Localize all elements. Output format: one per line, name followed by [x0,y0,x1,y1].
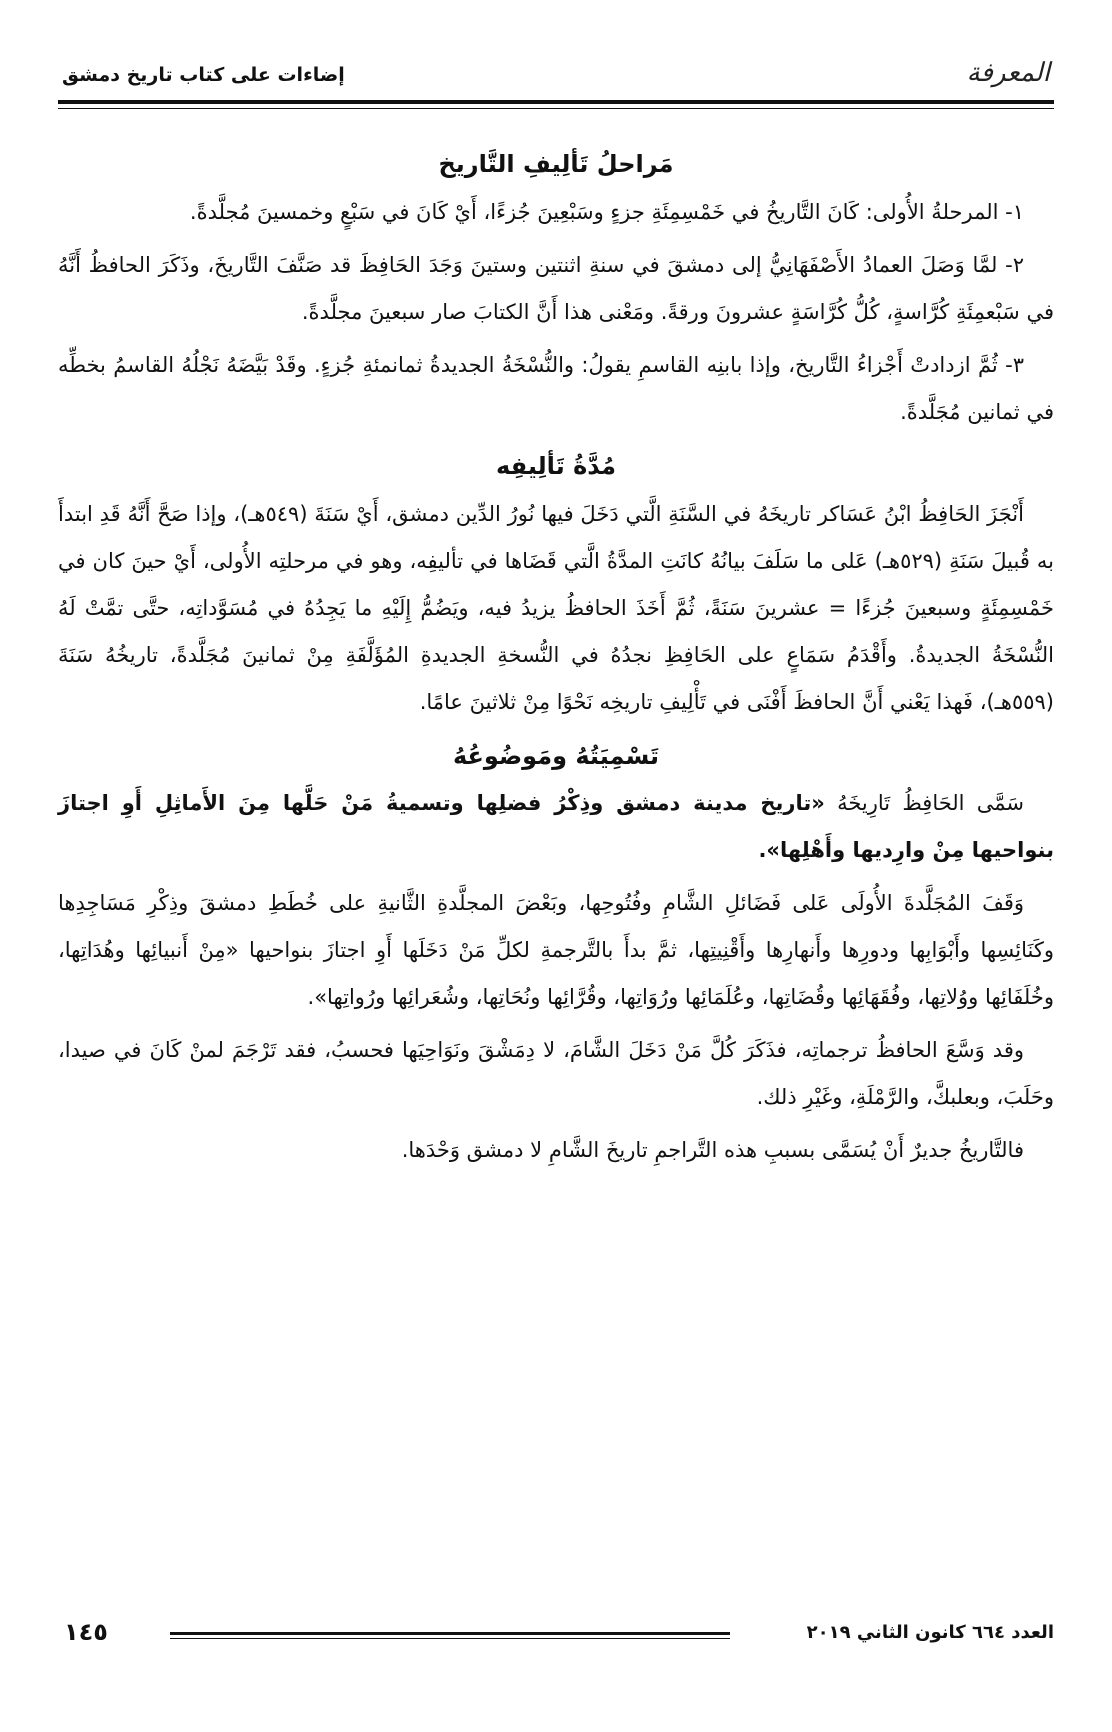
section-heading-title-subject: تَسْمِيَتُهُ ومَوضُوعُهُ [452,741,660,770]
article-body [58,150,1054,1174]
header-rule-thin [58,108,1054,109]
paragraph: ١- المرحلةُ الأُولى: كَانَ التَّاريخُ في خَمْسِمِئَةِ جزءٍ وسَبْعِينَ جُزءًا، أَيْ كَانَ في سَبْعٍ وخمسينَ مُجلَّدةً. [189,199,1024,224]
footer-rule-thin [170,1638,730,1639]
paragraph: فالتَّاريخُ جديرٌ أَنْ يُسَمَّى بسببِ هذه التَّراجمِ تاريخَ الشَّامِ لا دمشق وَحْدَها. [401,1138,1024,1163]
section-heading-stages: مَراحلُ تَألِيفِ التَّاريخ [438,150,674,178]
page-header [58,58,1054,94]
paragraph: وَقَفَ المُجَلَّدةَ الأُولَى عَلى فَضَائلِ الشَّامِ وفُتُوحِها، وبَعْضَ المجلَّدةِ الثَّانيةِ على خُطَطِ دمشقَ وذِكْرِ مَسَاجِدِها وكَنَائِسِها وأَبْوَابِها ودورِها وأَنهارِها وأَقْنِيتِها، ثمَّ بدأَ بالتَّرجمةِ لكلِّ مَنْ دَخَلَها أَوِ اجتازَ بنواحيها «مِنْ أَنبيائِها وهُدَاتِها، وخُلَفَائِها ووُلاتِها، وفُقَهَائِها وقُضَاتِها، وعُلَمَائِها ورُوَاتِها، وقُرَّائِها ونُحَاتِها، وشُعَرائِها ورُواتِها». [58,891,1054,1010]
magazine-logo: المعرفة [966,58,1050,88]
footer-rule [170,1632,730,1635]
paragraph: وقد وَسَّعَ الحافظُ ترجماتِه، فذَكَرَ كُلَّ مَنْ دَخَلَ الشَّامَ، لا دِمَشْقَ ونَوَاحِيَها فحسبُ، فقد تَرْجَمَ لمنْ كَانَ في صيدا، وحَلَبَ، وبعلبكَّ، والرَّمْلَةِ، وغَيْرِ ذلك. [58,1038,1054,1110]
paragraph: أَنْجَزَ الحَافِظُ ابْنُ عَسَاكر تاريخَهُ في السَّنَةِ الَّتي دَخَلَ فيها نُورُ الدِّين دمشق، أَيْ سَنَةَ (٥٤٩هـ)، وإذا صَحَّ أَنَّهُ قَدِ ابتدأَ به قُبيلَ سَنَةِ (٥٢٩هـ) عَلى ما سَلَفَ بيانُهُ كانَتِ المدَّةُ الَّتي قَضَاها في تأليفِه، وهو في مرحلتِه الأُولى، أَيْ حينَ كان في خَمْسِمِئَةٍ وسبعينَ جُزءًا = عشرينَ سَنَةً، ثُمَّ أَخَذَ الحافظُ يزيدُ فيه، ويَضُمُّ إِلَيْهِ ما يَجِدُهُ في مُسَوَّداتِه، حتَّى تمَّتْ لَهُ النُّسْخَةُ الجديدةُ. وأَقْدَمُ سَمَاعٍ على الحَافِظِ نجدُهُ في النُّسخةِ الجديدةِ المُؤَلَّفَةِ مِنْ ثمانينَ مُجَلَّدةً، تاريخُهُ سَنَةَ (٥٥٩هـ)، فَهذا يَعْني أَنَّ الحافظَ أَفْنَى في تَأْلِيفِ تاريخِه نَحْوًا مِنْ ثلاثينَ عامًا. [58,501,1054,714]
header-rule-thick [58,100,1054,104]
paragraph: ٣- ثُمَّ ازدادتْ أَجْزاءُ التَّاريخ، وإذا بابنِه القاسمِ يقولُ: والنُّسْخَةُ الجديدةُ ثمانمئةِ جُزءٍ. وقَدْ بَيَّضَهُ نَجْلُهُ القاسمُ بخطِّه في ثمانين مُجَلَّدةً. [58,352,1054,424]
section-heading-duration: مُدَّةُ تَألِيفِه [496,451,616,480]
paragraph: ٢- لمَّا وَصَلَ العمادُ الأَصْفَهَانِيُّ إلى دمشقَ في سنةِ اثنتين وستينَ وَجَدَ الحَافِظَ قد صَنَّفَ التَّاريخَ، وذَكَرَ الحافظُ أَنَّهُ في سَبْعمِئَةِ كُرَّاسةٍ، كُلُّ كُرَّاسَةٍ عشرونَ ورقةً. ومَعْنى هذا أَنَّ الكتابَ صار سبعينَ مجلَّدةً. [58,252,1054,324]
page-number: ١٤٥ [64,1618,108,1646]
issue-info: العدد ٦٦٤ كانون الثاني ٢٠١٩ [806,1622,1054,1643]
book-full-title: «تاريخ مدينة دمشق وذِكْرُ فضلِها وتسميةُ مَنْ حَلَّها مِنَ الأَماثِلِ أَوِ اجتازَ بنواحيها مِنْ وارِديها وأَهْلِها». [58,791,1054,863]
running-title: إضاءات على كتاب تاريخ دمشق [62,64,345,86]
paragraph-lead-text: سَمَّى الحَافِظُ تَارِيخَهُ [824,791,1025,816]
paragraph [58,780,1054,874]
page-footer [58,1618,1054,1658]
